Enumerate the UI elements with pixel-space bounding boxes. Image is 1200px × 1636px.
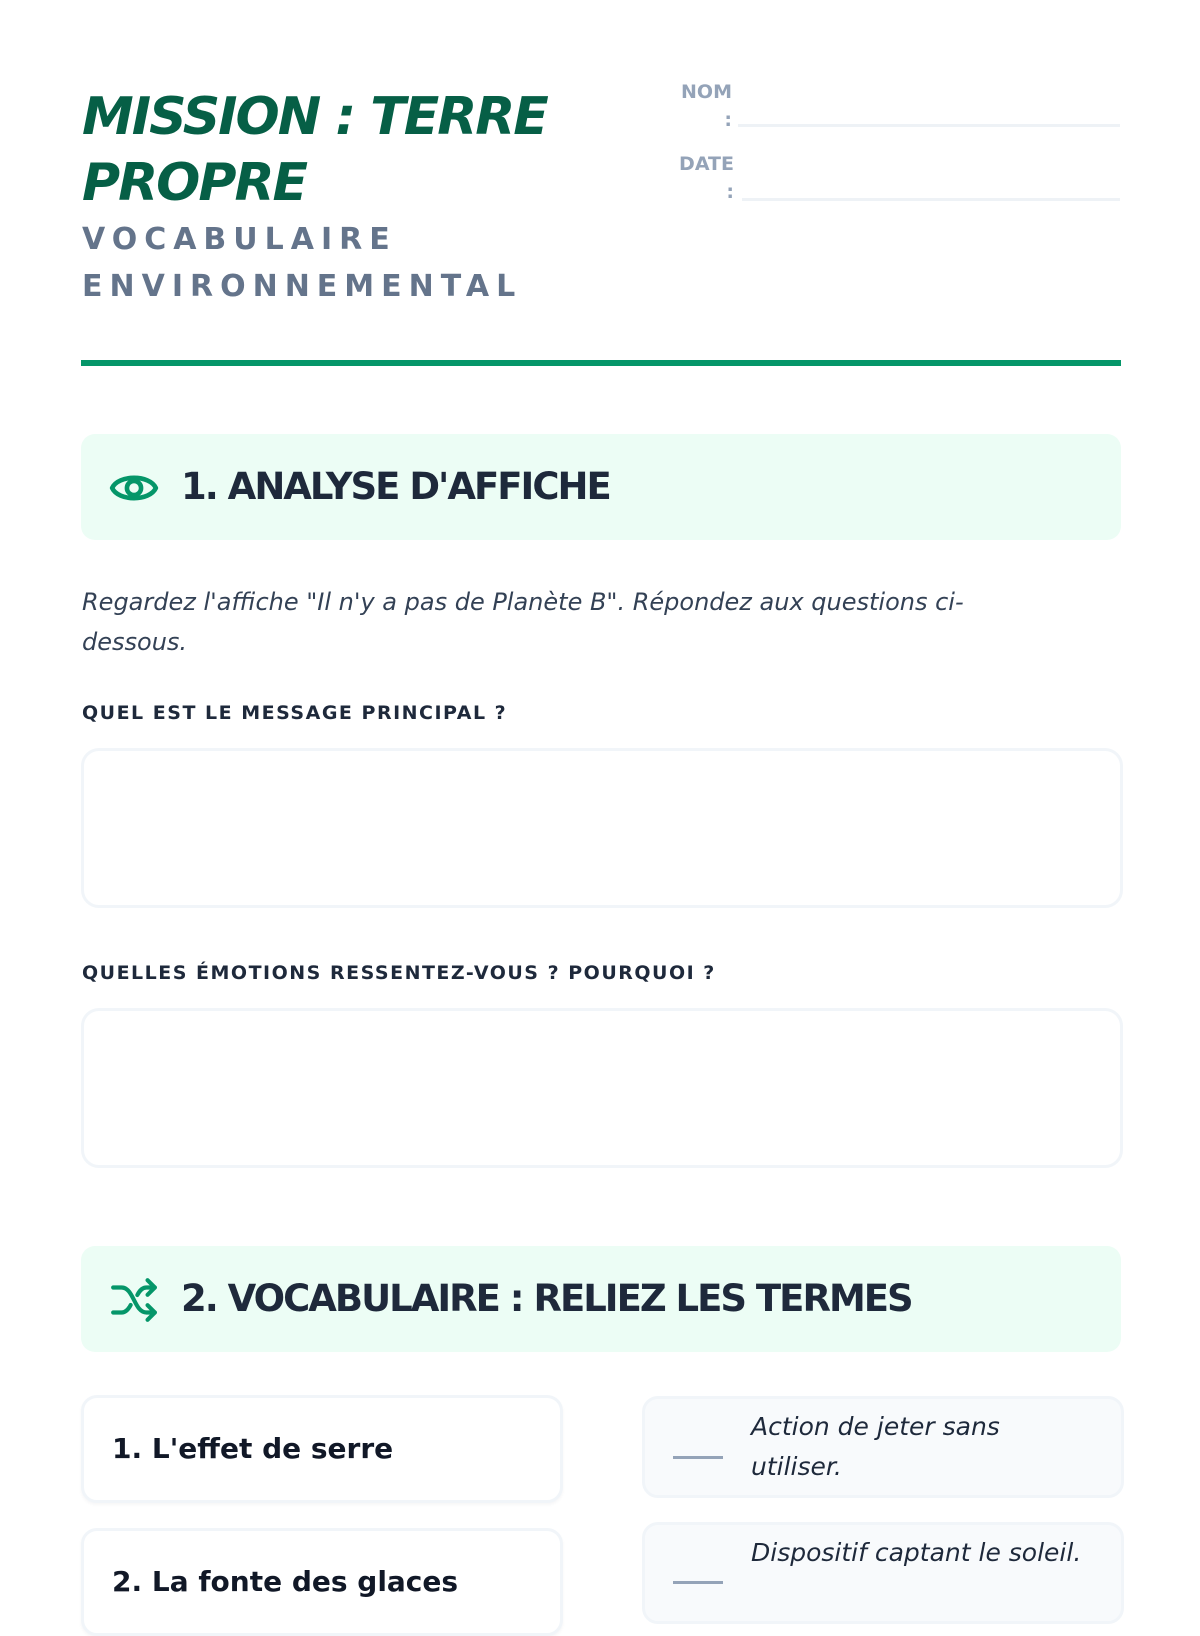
date-label: DATE :: [679, 153, 734, 203]
term-card-1[interactable]: [81, 1395, 563, 1503]
section-analyse-header: [81, 434, 1121, 540]
term-label: 2. La fonte des glaces: [112, 1565, 459, 1598]
question-emotions: QUELLES ÉMOTIONS RESSENTEZ-VOUS ? POURQUOI ?: [82, 962, 716, 984]
worksheet-title: MISSION : TERRE PROPRE: [82, 87, 547, 213]
answer-box-main-message[interactable]: [81, 748, 1123, 908]
question-main-message: QUEL EST LE MESSAGE PRINCIPAL ?: [82, 702, 508, 724]
name-label: NOM :: [681, 81, 732, 131]
date-field[interactable]: [742, 198, 1120, 201]
term-label: 1. L'effet de serre: [112, 1432, 394, 1465]
match-answer-blank[interactable]: [673, 1456, 723, 1459]
worksheet-subtitle: VOCABULAIRE ENVIRONNEMENTAL: [82, 222, 523, 304]
section-vocabulaire-title: 2. VOCABULAIRE : RELIEZ LES TERMES: [181, 1277, 912, 1320]
definition-card-1[interactable]: [642, 1396, 1124, 1498]
section-vocabulaire-header: [81, 1246, 1121, 1352]
answer-box-emotions[interactable]: [81, 1008, 1123, 1168]
match-answer-blank[interactable]: [673, 1581, 723, 1584]
definition-text: Dispositif captant le soleil.: [751, 1538, 1082, 1567]
name-field[interactable]: [738, 124, 1120, 127]
poster-instruction: Regardez l'affiche "Il n'y a pas de Planète B". Répondez aux questions ci-dessous.: [82, 588, 964, 656]
term-card-2[interactable]: [81, 1528, 563, 1636]
definition-card-2[interactable]: [642, 1522, 1124, 1624]
shuffle-icon: [109, 1275, 159, 1325]
section-analyse-title: 1. ANALYSE D'AFFICHE: [181, 465, 610, 508]
header-divider: [81, 360, 1121, 366]
definition-text: Action de jeter sans utiliser.: [751, 1412, 1000, 1481]
eye-icon: [109, 463, 159, 513]
